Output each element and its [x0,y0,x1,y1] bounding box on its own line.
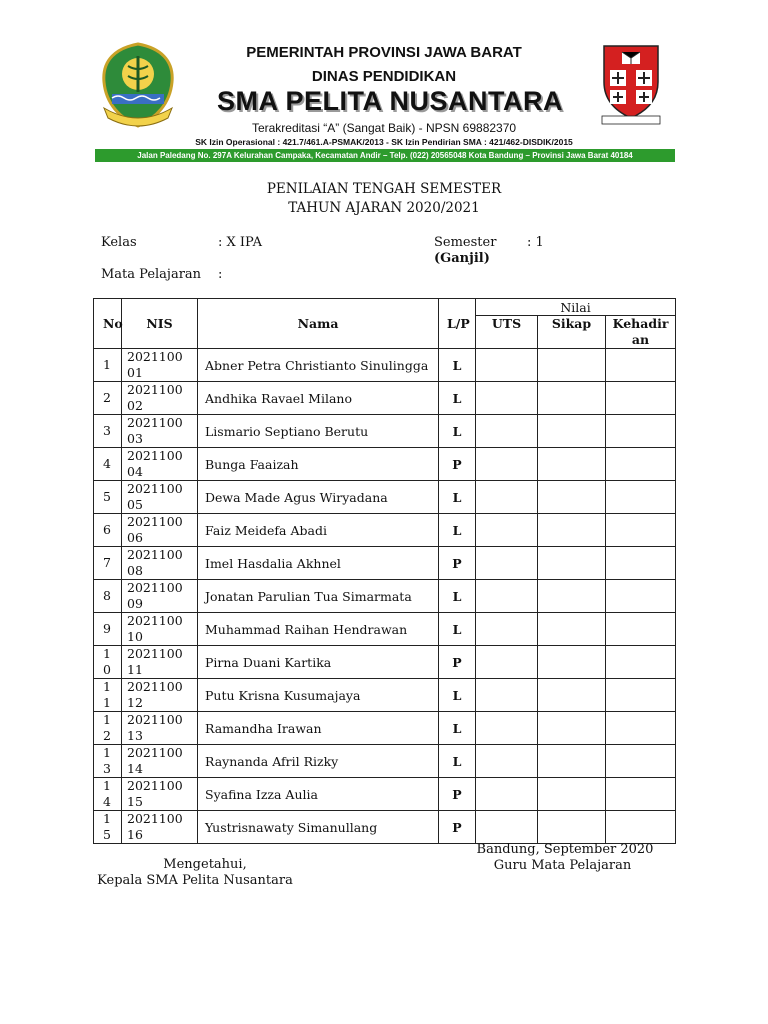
row-nama: Jonatan Parulian Tua Simarmata [198,580,439,613]
table-row [94,448,676,481]
table-row [94,382,676,415]
kehadiran-cell[interactable] [606,778,676,811]
uts-cell[interactable] [476,613,538,646]
uts-cell[interactable] [476,811,538,844]
row-lp: L [439,745,476,778]
row-nis: 202110008 [122,547,198,580]
kehadiran-cell[interactable] [606,382,676,415]
row-nama: Syafina Izza Aulia [198,778,439,811]
table-row [94,514,676,547]
signature-teacher: Guru Mata Pelajaran [493,858,632,873]
row-no: 8 [94,580,122,613]
row-nama: Faiz Meidefa Abadi [198,514,439,547]
semester-label: Semester [434,235,497,250]
sikap-cell[interactable] [538,547,606,580]
header-nis: NIS [122,299,198,349]
row-nis: 202110016 [122,811,198,844]
uts-cell[interactable] [476,448,538,481]
row-no: 6 [94,514,122,547]
row-nama: Ramandha Irawan [198,712,439,745]
table-row [94,646,676,679]
sikap-cell[interactable] [538,481,606,514]
row-nama: Bunga Faaizah [198,448,439,481]
table-row [94,712,676,745]
uts-cell[interactable] [476,547,538,580]
uts-cell[interactable] [476,349,538,382]
document-title: PENILAIAN TENGAH SEMESTER [266,181,502,197]
header-no: No [94,299,122,349]
row-lp: L [439,613,476,646]
uts-cell[interactable] [476,712,538,745]
row-nis: 202110009 [122,580,198,613]
table-row [94,547,676,580]
uts-cell[interactable] [476,778,538,811]
uts-cell[interactable] [476,514,538,547]
row-no: 13 [94,745,122,778]
kehadiran-cell[interactable] [606,745,676,778]
kehadiran-cell[interactable] [606,349,676,382]
header-nilai: Nilai [476,299,676,316]
row-no: 12 [94,712,122,745]
row-no: 1 [94,349,122,382]
letterhead-permits: SK Izin Operasional : 421.7/461.A-PSMAK/2013 - SK Izin Pendirian SMA : 421/462-DISDIK/2015 [195,137,573,147]
uts-cell[interactable] [476,646,538,679]
sikap-cell[interactable] [538,646,606,679]
row-nama: Abner Petra Christianto Sinulingga [198,349,439,382]
row-no: 4 [94,448,122,481]
signature-acknowledged: Mengetahui, [163,857,247,872]
header-uts: UTS [476,316,538,349]
row-nis: 202110015 [122,778,198,811]
row-nama: Dewa Made Agus Wiryadana [198,481,439,514]
kehadiran-cell[interactable] [606,514,676,547]
sikap-cell[interactable] [538,712,606,745]
row-no: 11 [94,679,122,712]
row-lp: L [439,481,476,514]
row-no: 15 [94,811,122,844]
table-row [94,679,676,712]
uts-cell[interactable] [476,679,538,712]
sikap-cell[interactable] [538,580,606,613]
row-lp: L [439,415,476,448]
letterhead-government: PEMERINTAH PROVINSI JAWA BARAT [246,44,522,61]
row-nis: 202110001 [122,349,198,382]
table-row [94,580,676,613]
row-nama: Putu Krisna Kusumajaya [198,679,439,712]
row-nis: 202110004 [122,448,198,481]
sikap-cell[interactable] [538,778,606,811]
header-sikap: Sikap [538,316,606,349]
semester-value: : 1 [527,235,544,250]
mapel-value: : [218,267,223,282]
header-lp: L/P [439,299,476,349]
row-no: 3 [94,415,122,448]
row-lp: P [439,646,476,679]
row-nis: 202110013 [122,712,198,745]
header-kehadiran: Kehadiran [606,316,676,349]
kelas-label: Kelas [101,235,137,250]
uts-cell[interactable] [476,415,538,448]
header-nama: Nama [198,299,439,349]
row-nama: Pirna Duani Kartika [198,646,439,679]
row-no: 5 [94,481,122,514]
row-no: 10 [94,646,122,679]
kehadiran-cell[interactable] [606,613,676,646]
letterhead-address-bar: Jalan Paledang No. 297A Kelurahan Campaka, Kecamatan Andir – Telp. (022) 20565048 Kota Bandung – Provinsi Jawa Barat 40184 [95,149,675,162]
table-row [94,745,676,778]
kehadiran-cell[interactable] [606,679,676,712]
row-lp: P [439,448,476,481]
kehadiran-cell[interactable] [606,481,676,514]
row-nama: Andhika Ravael Milano [198,382,439,415]
table-row [94,415,676,448]
sikap-cell[interactable] [538,613,606,646]
row-lp: P [439,547,476,580]
kehadiran-cell[interactable] [606,811,676,844]
sikap-cell[interactable] [538,382,606,415]
row-nama: Raynanda Afril Rizky [198,745,439,778]
mapel-label: Mata Pelajaran [101,267,202,282]
row-no: 2 [94,382,122,415]
row-lp: L [439,712,476,745]
table-row [94,778,676,811]
row-nama: Lismario Septiano Berutu [198,415,439,448]
uts-cell[interactable] [476,745,538,778]
kehadiran-cell[interactable] [606,547,676,580]
document-subtitle: TAHUN AJARAN 2020/2021 [288,200,480,216]
kehadiran-cell[interactable] [606,646,676,679]
row-nis: 202110002 [122,382,198,415]
table-row [94,811,676,844]
row-lp: L [439,580,476,613]
row-no: 7 [94,547,122,580]
kelas-value: : X IPA [218,235,262,250]
sikap-cell[interactable] [538,514,606,547]
row-nis: 202110010 [122,613,198,646]
row-nis: 202110011 [122,646,198,679]
row-no: 14 [94,778,122,811]
row-nis: 202110012 [122,679,198,712]
sikap-cell[interactable] [538,745,606,778]
sikap-cell[interactable] [538,811,606,844]
table-row [94,349,676,382]
row-nis: 202110014 [122,745,198,778]
grade-table [93,298,676,844]
letterhead-department: DINAS PENDIDIKAN [311,68,457,85]
row-no: 9 [94,613,122,646]
row-nis: 202110003 [122,415,198,448]
sikap-cell[interactable] [538,679,606,712]
kehadiran-cell[interactable] [606,448,676,481]
sikap-cell[interactable] [538,349,606,382]
letterhead-accreditation: Terakreditasi “A” (Sangat Baik) - NPSN 69882370 [251,121,517,135]
row-nama: Muhammad Raihan Hendrawan [198,613,439,646]
uts-cell[interactable] [476,382,538,415]
uts-cell[interactable] [476,580,538,613]
kehadiran-cell[interactable] [606,415,676,448]
row-nis: 202110005 [122,481,198,514]
row-lp: L [439,679,476,712]
sikap-cell[interactable] [538,415,606,448]
sikap-cell[interactable] [538,448,606,481]
row-nis: 202110006 [122,514,198,547]
row-lp: L [439,514,476,547]
uts-cell[interactable] [476,481,538,514]
signature-principal: Kepala SMA Pelita Nusantara [97,873,293,888]
row-nama: Yustrisnawaty Simanullang [198,811,439,844]
kehadiran-cell[interactable] [606,712,676,745]
letterhead-school-name: SMA PELITA NUSANTARA [217,86,563,116]
table-row [94,613,676,646]
row-lp: P [439,811,476,844]
row-lp: L [439,349,476,382]
row-lp: P [439,778,476,811]
table-row [94,481,676,514]
row-lp: L [439,382,476,415]
signature-date: Bandung, September 2020 [476,842,654,857]
kehadiran-cell[interactable] [606,580,676,613]
semester-note: (Ganjil) [434,251,490,266]
row-nama: Imel Hasdalia Akhnel [198,547,439,580]
